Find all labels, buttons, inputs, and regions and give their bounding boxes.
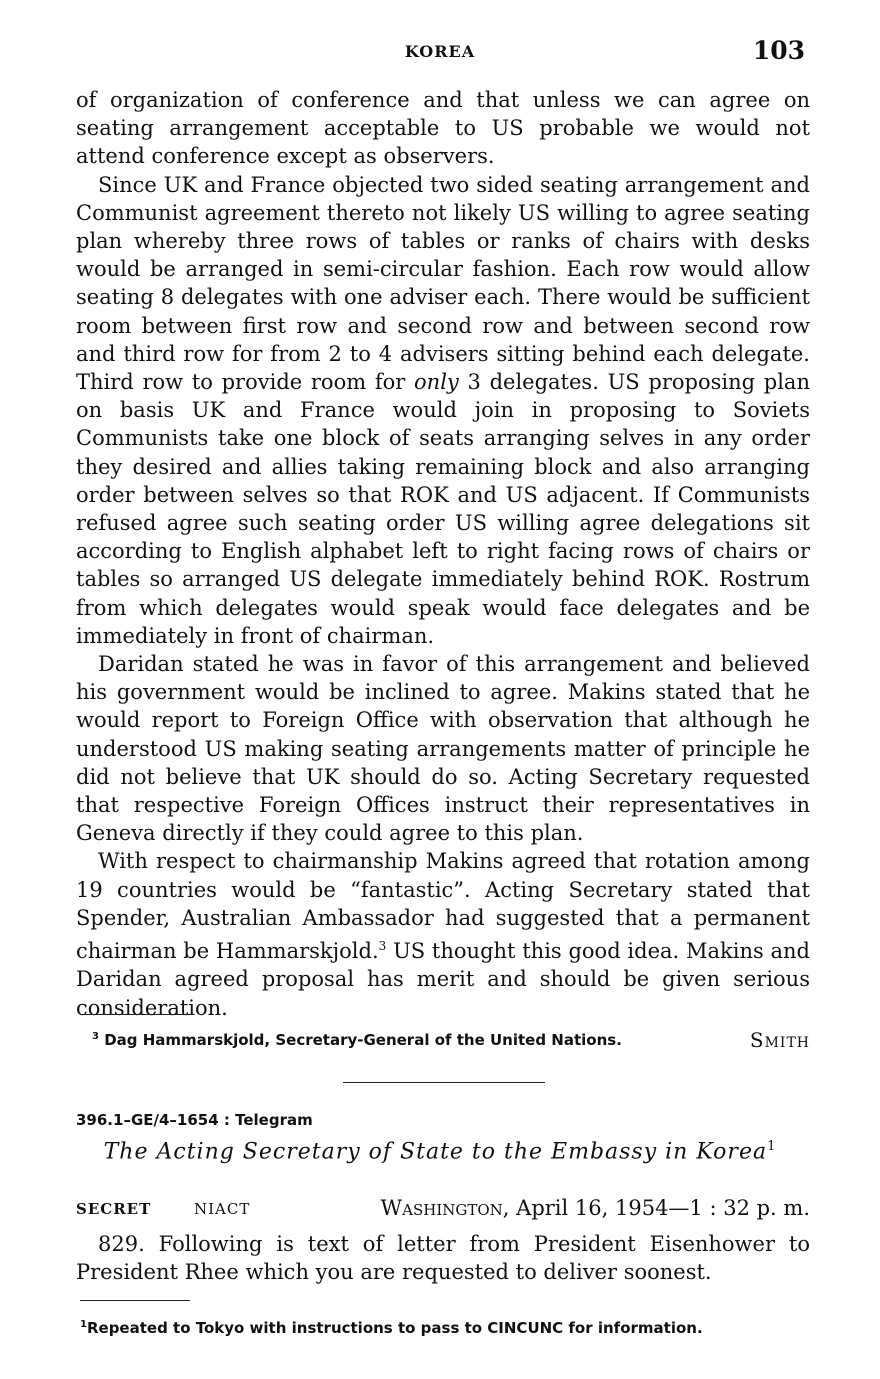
paragraph-chairmanship-part1: With respect to chairmanship Makins agreed that rotation among 19 countries would be “fantastic”. Acting Secretary stated that Spender, Australian Ambassador had suggested that a permanent chairman be Hammarskjold. (76, 849, 810, 964)
classification: SECRET (76, 1200, 152, 1218)
footnote-1 (80, 1319, 703, 1337)
footnote-3-text: Dag Hammarskjold, Secretary-General of the United Nations. (104, 1031, 622, 1049)
paragraph-seating-plan-part2: 3 delegates. US proposing plan on basis UK and France would join in proposing to Soviets Communists take one block of seats arranging selves in any order they desired and allies taking remaining block and also arranging order between selves so that ROK and US adjacent. If Communists refused agree such seating order US willing agree delegations sit according to English alphabet left to right facing rows of chairs or tables so arranged US delegate immediately behind ROK. Rostrum from which delegates would speak would face delegates and be immediately in front of chairman. (76, 370, 810, 648)
footnote-1-marker: 1 (80, 1319, 87, 1330)
page-number: 103 (752, 36, 805, 65)
main-text (76, 86, 810, 1052)
footnote-1-text: Repeated to Tokyo with instructions to pass to CINCUNC for information. (86, 1319, 703, 1337)
telegram-meta (76, 1196, 810, 1224)
paragraph-chairmanship (76, 847, 810, 1021)
paragraph-continued: of organization of conference and that unless we can agree on seating arrangement acceptable to US probable we would not attend conference except as observers. (76, 88, 810, 169)
dateline-place: Washington, (380, 1196, 510, 1220)
section-divider (343, 1082, 545, 1083)
precedence: NIACT (194, 1200, 251, 1218)
paragraph-seating-plan-part1: Since UK and France objected two sided seating arrangement and Communist agreement thereto not likely US willing to agree seating plan whereby three rows of tables or ranks of chairs with desks would be arranged in semi-circular fashion. Each row would allow seating 8 delegates with one adviser each. There would be sufficient room between first row and second row and between second row and third row for from 2 to 4 advisers sitting behind each delegate. Third row to provide room for (76, 172, 810, 395)
dateline-date: April 16, 1954—1 : 32 p. m. (516, 1196, 810, 1220)
paragraph-seating-plan (76, 171, 810, 650)
dateline (381, 1196, 810, 1220)
document-title (0, 1139, 880, 1164)
telegram-body (76, 1230, 810, 1286)
footnote-ref-3: 3 (378, 939, 387, 954)
paragraph-daridan: Daridan stated he was in favor of this arrangement and believed his government would be inclined to agree. Makins stated that he would report to Foreign Office with observation that although he understood US making seating arrangements matter of principle he did not believe that UK should do so. Acting Secretary requested that respective Foreign Offices instruct their representatives in Geneva directly if they could agree to this plan. (76, 652, 810, 846)
footnote-3 (92, 1031, 622, 1049)
paragraph-chairmanship-part2: US thought this good idea. Makins and Daridan agreed proposal has merit and should be given serious consideration. (76, 939, 811, 1020)
footnote-rule-2 (80, 1300, 190, 1301)
emphasis-only: only (414, 370, 459, 395)
running-header-title: KOREA (404, 42, 476, 61)
document-title-text: The Acting Secretary of State to the Embassy in Korea (103, 1139, 768, 1165)
telegram-paragraph: 829. Following is text of letter from President Eisenhower to President Rhee which you are requested to deliver soonest. (76, 1232, 810, 1285)
footnote-ref-1: 1 (767, 1139, 777, 1154)
footnote-3-marker: 3 (92, 1031, 99, 1042)
signature: Smith (749, 1027, 810, 1052)
footnote-rule (80, 1014, 190, 1015)
file-number: 396.1–GE/4–1654 : Telegram (76, 1111, 313, 1129)
